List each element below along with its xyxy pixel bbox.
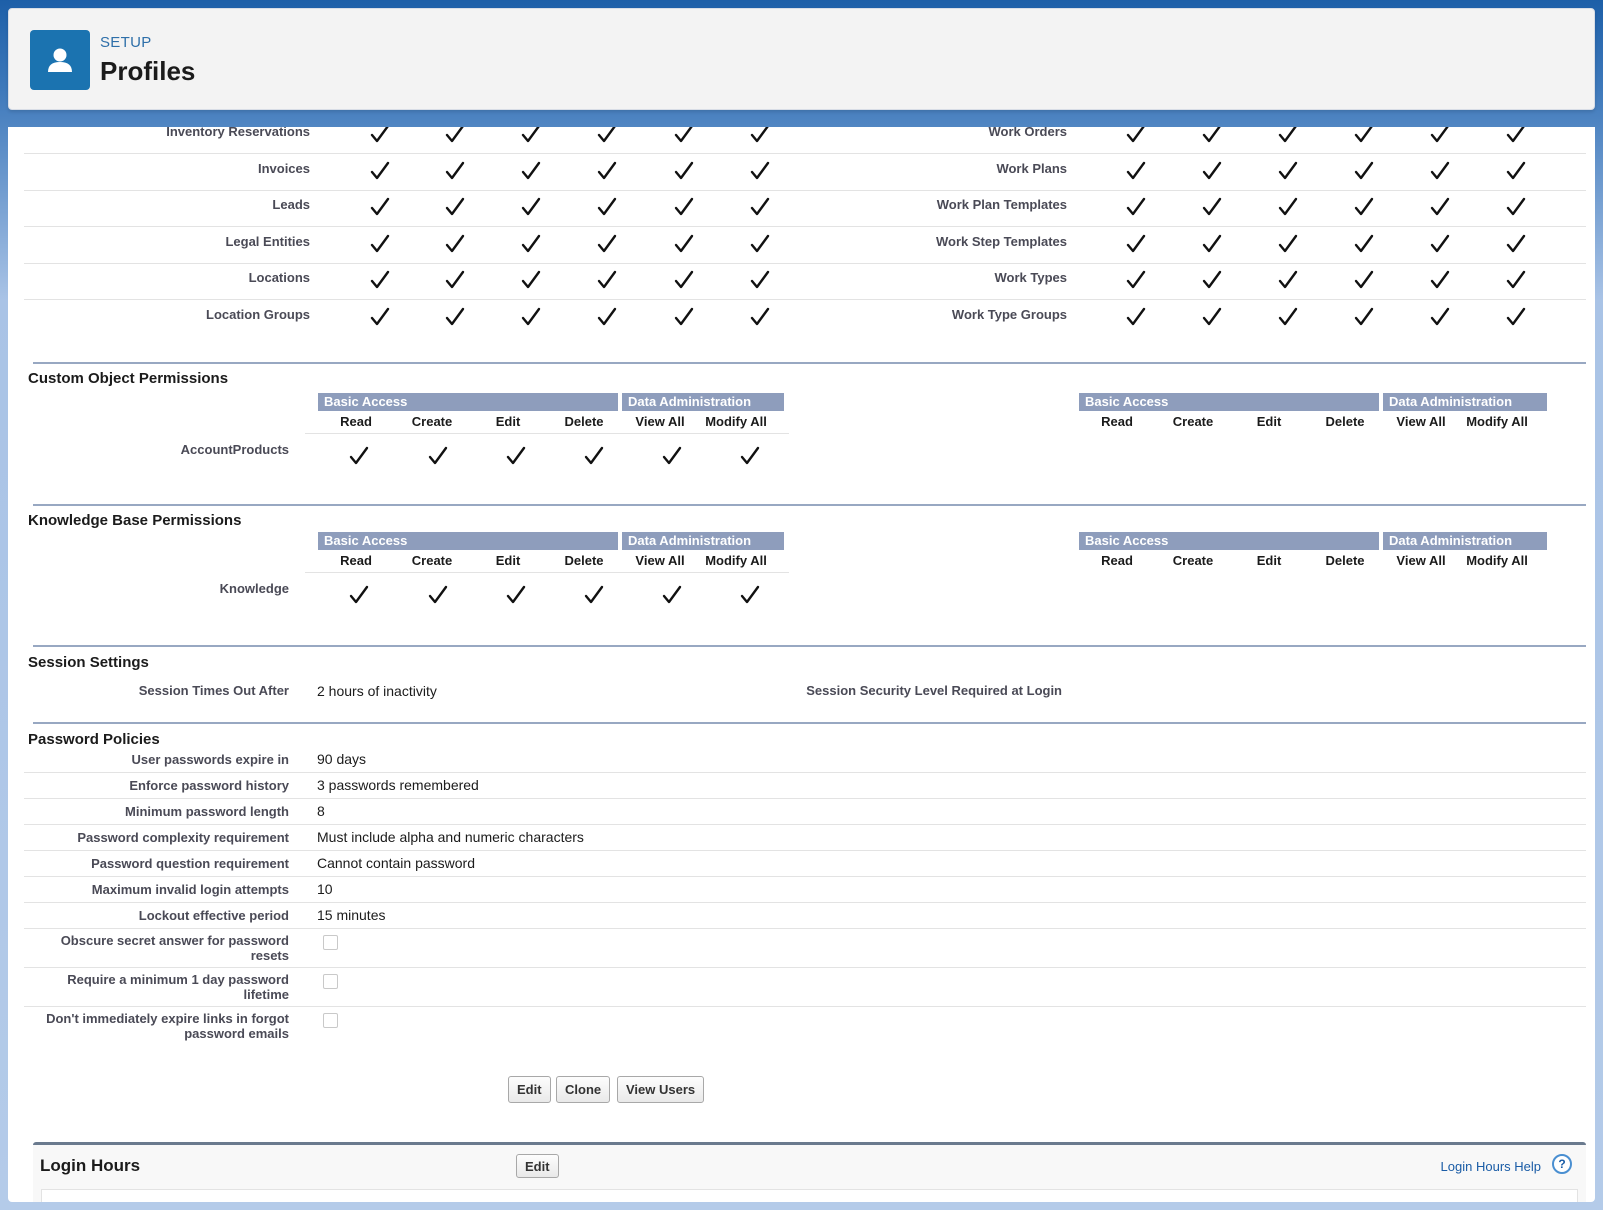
login-hours-edit-button[interactable]: Edit [516,1154,559,1178]
check-icon [348,445,370,467]
setup-eyebrow: SETUP [100,34,152,51]
check-icon [444,160,466,182]
section-divider [33,362,1586,364]
column-header: Edit [1256,414,1282,429]
check-icon [444,269,466,291]
view-users-button[interactable]: View Users [617,1076,704,1103]
check-icon [583,445,605,467]
column-header: Read [1101,553,1133,568]
password-policy-label: Lockout effective period [138,908,289,923]
check-icon [520,196,542,218]
clone-button[interactable]: Clone [556,1076,610,1103]
password-option-label: Require a minimum 1 day password [67,972,289,987]
column-header: Edit [1256,553,1282,568]
object-label: Work Plans [996,161,1067,176]
password-policy-label: Maximum invalid login attempts [91,882,289,897]
check-icon [1125,306,1147,328]
password-policy-label: Password complexity requirement [77,830,289,845]
password-policy-value: 15 minutes [317,907,386,923]
check-icon [596,196,618,218]
check-icon [1505,160,1527,182]
object-label: Invoices [257,161,310,176]
object-label: Locations [248,270,310,285]
check-icon [1505,196,1527,218]
row-divider [24,876,1586,877]
check-icon [596,306,618,328]
password-policy-label: Password question requirement [91,856,289,871]
check-icon [1201,160,1223,182]
row-divider [305,433,789,434]
check-icon [596,127,618,145]
check-icon [596,233,618,255]
row-divider [24,928,1586,929]
column-header: Modify All [705,553,767,568]
check-icon [673,127,695,145]
basic-access-band: Basic Access [1079,393,1379,411]
check-icon [1429,196,1451,218]
check-icon [1201,196,1223,218]
basic-access-band: Basic Access [318,393,618,411]
row-divider [24,190,1586,191]
row-divider [24,226,1586,227]
check-icon [1201,127,1223,145]
column-header: View All [635,553,685,568]
column-header: Edit [495,553,521,568]
column-header: Read [340,553,372,568]
column-header: Modify All [1466,553,1528,568]
check-icon [661,584,683,606]
column-header: Delete [1325,553,1365,568]
password-policy-value: 3 passwords remembered [317,777,479,793]
row-divider [24,299,1586,300]
object-label: Work Step Templates [936,234,1067,249]
password-policy-label: Enforce password history [129,778,289,793]
column-header: Delete [564,414,604,429]
knowledge-row-label: Knowledge [219,581,289,596]
check-icon [1125,160,1147,182]
password-option-label: resets [250,948,289,963]
check-icon [1353,196,1375,218]
check-icon [749,306,771,328]
section-divider [33,722,1586,724]
check-icon [1505,233,1527,255]
column-header: Read [1101,414,1133,429]
check-icon [1429,269,1451,291]
check-icon [1505,269,1527,291]
user-icon [30,30,90,90]
object-label: Work Type Groups [951,307,1067,322]
check-icon [1353,269,1375,291]
check-icon [444,306,466,328]
check-icon [520,127,542,145]
column-header: Create [1172,553,1214,568]
column-header: View All [1396,553,1446,568]
session-security-label: Session Security Level Required at Login [806,683,1062,698]
check-icon [369,306,391,328]
check-icon [673,269,695,291]
password-option-label: Obscure secret answer for password [60,933,289,948]
row-divider [24,1006,1586,1007]
data-administration-band: Data Administration [1383,532,1547,550]
check-icon [1277,196,1299,218]
row-divider [24,798,1586,799]
check-icon [369,233,391,255]
check-icon [1277,269,1299,291]
check-icon [673,233,695,255]
check-icon [749,269,771,291]
password-option-label: lifetime [243,987,289,1002]
column-header: Delete [1325,414,1365,429]
row-divider [24,967,1586,968]
check-icon [661,445,683,467]
session-timeout-label: Session Times Out After [138,683,289,698]
check-icon [596,269,618,291]
column-header: Create [411,414,453,429]
password-policy-label: Minimum password length [125,804,289,819]
check-icon [1353,160,1375,182]
check-icon [739,584,761,606]
login-hours-title: Login Hours [40,1156,141,1175]
row-divider [24,772,1586,773]
check-icon [520,269,542,291]
row-divider [24,263,1586,264]
check-icon [1353,127,1375,145]
object-label: Work Orders [988,127,1067,139]
column-header: View All [635,414,685,429]
column-header: Create [411,553,453,568]
check-icon [1429,127,1451,145]
password-policy-value: 90 days [317,751,367,767]
check-icon [749,160,771,182]
check-icon [1277,127,1299,145]
check-icon [1277,306,1299,328]
check-icon [1125,196,1147,218]
check-icon [1353,233,1375,255]
session-timeout-value: 2 hours of inactivity [317,683,437,699]
check-icon [427,445,449,467]
object-label: Leads [272,197,310,212]
check-icon [520,233,542,255]
row-divider [24,824,1586,825]
check-icon [1429,160,1451,182]
check-icon [520,306,542,328]
password-policy-label: User passwords expire in [131,752,289,767]
check-icon [1201,269,1223,291]
password-option-checkbox[interactable] [323,935,338,950]
check-icon [520,160,542,182]
basic-access-band: Basic Access [1079,532,1379,550]
page-title: Profiles [100,56,196,86]
check-icon [749,196,771,218]
check-icon [749,127,771,145]
password-option-checkbox[interactable] [323,1013,338,1028]
check-icon [1505,127,1527,145]
check-icon [1429,306,1451,328]
password-policy-value: 8 [317,803,325,819]
check-icon [673,306,695,328]
row-divider [24,902,1586,903]
object-label: Inventory Reservations [166,127,310,139]
check-icon [505,445,527,467]
check-icon [1505,306,1527,328]
password-policies-title: Password Policies [28,731,160,748]
edit-button[interactable]: Edit [508,1076,551,1103]
column-header: Modify All [705,414,767,429]
password-option-label: Don't immediately expire links in forgot [46,1011,289,1026]
check-icon [596,160,618,182]
check-icon [1125,127,1147,145]
object-label: Legal Entities [225,234,310,249]
check-icon [369,160,391,182]
object-label: Work Types [994,270,1067,285]
check-icon [1277,160,1299,182]
check-icon [1125,233,1147,255]
column-header: Modify All [1466,414,1528,429]
check-icon [749,233,771,255]
password-option-checkbox[interactable] [323,974,338,989]
profile-detail-panel [8,127,1595,1202]
page-header [8,8,1595,110]
row-divider [24,153,1586,154]
check-icon [1201,233,1223,255]
section-divider [33,504,1586,506]
login-hours-table [41,1189,1578,1202]
login-hours-section [33,1142,1586,1202]
session-settings-title: Session Settings [28,654,149,671]
check-icon [505,584,527,606]
section-divider [33,645,1586,647]
check-icon [739,445,761,467]
check-icon [1429,233,1451,255]
check-icon [444,127,466,145]
object-label: Work Plan Templates [936,197,1067,212]
check-icon [369,127,391,145]
login-hours-help-link[interactable]: Login Hours Help [1440,1159,1541,1174]
password-policy-value: Cannot contain password [317,855,475,871]
object-label: Location Groups [206,307,310,322]
check-icon [427,584,449,606]
check-icon [673,160,695,182]
check-icon [1353,306,1375,328]
check-icon [583,584,605,606]
column-header: Create [1172,414,1214,429]
custom-object-row-label: AccountProducts [180,442,289,457]
data-administration-band: Data Administration [622,393,784,411]
check-icon [348,584,370,606]
check-icon [369,196,391,218]
row-divider [305,572,789,573]
check-icon [369,269,391,291]
custom-object-permissions-title: Custom Object Permissions [28,370,229,387]
help-icon[interactable]: ? [1552,1154,1572,1174]
check-icon [673,196,695,218]
password-policy-value: 10 [317,881,333,897]
check-icon [1201,306,1223,328]
column-header: Read [340,414,372,429]
column-header: View All [1396,414,1446,429]
check-icon [1125,269,1147,291]
basic-access-band: Basic Access [318,532,618,550]
password-policy-value: Must include alpha and numeric characters [317,829,584,845]
password-option-label: password emails [184,1026,289,1041]
column-header: Delete [564,553,604,568]
check-icon [444,233,466,255]
column-header: Edit [495,414,521,429]
data-administration-band: Data Administration [622,532,784,550]
check-icon [444,196,466,218]
knowledge-base-permissions-title: Knowledge Base Permissions [28,512,242,529]
data-administration-band: Data Administration [1383,393,1547,411]
row-divider [24,850,1586,851]
check-icon [1277,233,1299,255]
